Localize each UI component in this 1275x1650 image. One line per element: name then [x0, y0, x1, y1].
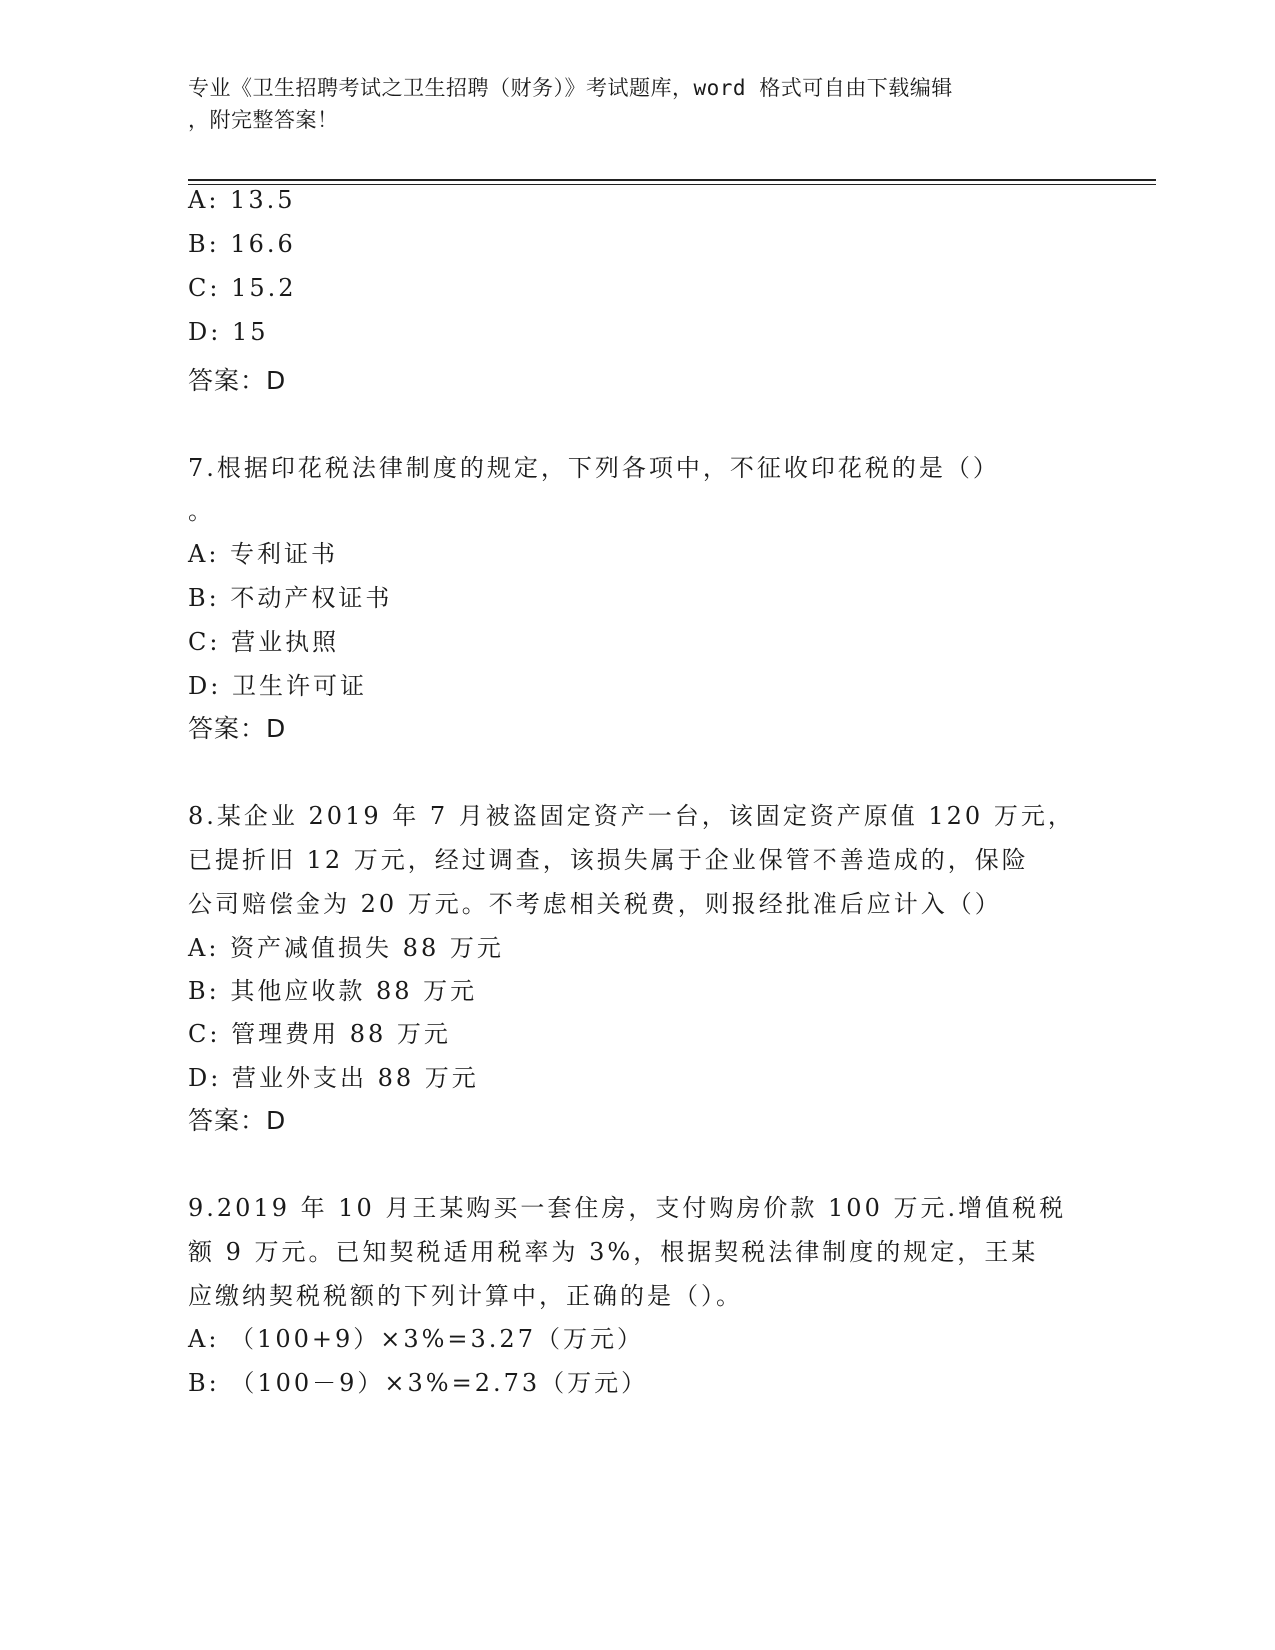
- q8-option-d: D: 营业外支出 88 万元: [188, 1064, 479, 1092]
- header-line-1: 专业《卫生招聘考试之卫生招聘（财务）》考试题库，word 格式可自由下载编辑: [188, 76, 953, 100]
- q7-option-b: B: 不动产权证书: [188, 584, 393, 612]
- q6-option-b: B: 16.6: [188, 230, 296, 258]
- q8-option-b: B: 其他应收款 88 万元: [188, 977, 478, 1005]
- q8-stem-line-2: 已提折旧 12 万元，经过调查，该损失属于企业保管不善造成的，保险: [188, 846, 1029, 874]
- q7-option-c: C: 营业执照: [188, 628, 340, 656]
- q6-option-c: C: 15.2: [188, 274, 297, 302]
- q8-stem-line-1: 8.某企业 2019 年 7 月被盗固定资产一台，该固定资产原值 120 万元，: [188, 802, 1075, 830]
- q9-option-a: A: （100+9）×3%=3.27（万元）: [188, 1325, 644, 1353]
- q8-option-c: C: 管理费用 88 万元: [188, 1020, 451, 1048]
- q7-option-d: D: 卫生许可证: [188, 672, 367, 700]
- q9-stem-line-2: 额 9 万元。已知契税适用税率为 3%，根据契税法律制度的规定，王某: [188, 1238, 1039, 1266]
- q8-stem-line-3: 公司赔偿金为 20 万元。不考虑相关税费，则报经批准后应计入（）: [188, 890, 1002, 918]
- q9-stem-line-3: 应缴纳契税税额的下列计算中，正确的是（）。: [188, 1282, 743, 1310]
- header-line-2: ，附完整答案！: [188, 108, 339, 132]
- q6-answer: 答案：D: [188, 366, 287, 395]
- q7-option-a: A: 专利证书: [188, 540, 339, 568]
- q7-stem-line-1: 7.根据印花税法律制度的规定，下列各项中，不征收印花税的是（）: [188, 454, 1000, 482]
- header-rule-thin: [188, 184, 1156, 185]
- document-header: [188, 72, 1068, 136]
- q8-answer: 答案：D: [188, 1106, 287, 1135]
- q8-option-a: A: 资产减值损失 88 万元: [188, 934, 504, 962]
- q9-option-b: B: （100－9）×3%=2.73（万元）: [188, 1369, 649, 1397]
- header-rule-thick: [188, 179, 1156, 181]
- q7-answer: 答案：D: [188, 714, 287, 743]
- q6-option-a: A: 13.5: [188, 186, 296, 214]
- q7-stem-line-2: 。: [188, 497, 215, 525]
- q6-option-d: D: 15: [188, 318, 269, 346]
- q9-stem-line-1: 9.2019 年 10 月王某购买一套住房，支付购房价款 100 万元.增值税税: [188, 1194, 1067, 1222]
